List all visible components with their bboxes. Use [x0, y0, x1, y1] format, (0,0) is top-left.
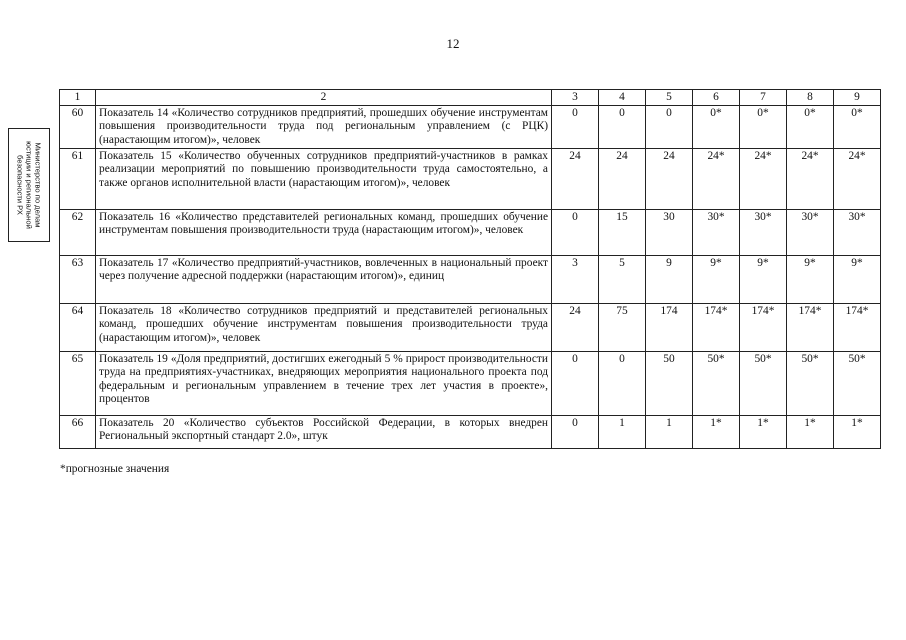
value-cell: 24* [740, 149, 787, 210]
value-cell: 24 [599, 149, 646, 210]
value-cell: 24* [693, 149, 740, 210]
table-row [60, 106, 881, 149]
value-cell: 24* [834, 149, 881, 210]
indicator-description: Показатель 14 «Количество сотрудников предприятий, прошедших обучение инструментам повышения производительности труда под региональным управлением (с РЦК) (нарастающим итогом)», человек [96, 106, 552, 149]
value-cell: 24 [646, 149, 693, 210]
value-cell: 9 [646, 256, 693, 304]
value-cell: 1* [740, 416, 787, 449]
value-cell: 9* [834, 256, 881, 304]
value-cell: 0* [740, 106, 787, 149]
value-cell: 5 [599, 256, 646, 304]
value-cell: 15 [599, 210, 646, 256]
table-row [60, 210, 881, 256]
value-cell: 0 [552, 416, 599, 449]
value-cell: 3 [552, 256, 599, 304]
row-number: 64 [60, 304, 96, 352]
table-row [60, 352, 881, 416]
column-header: 3 [552, 90, 599, 106]
row-number: 60 [60, 106, 96, 149]
value-cell: 0 [552, 352, 599, 416]
row-number: 63 [60, 256, 96, 304]
value-cell: 174* [834, 304, 881, 352]
table-header-row [60, 90, 881, 106]
column-header: 1 [60, 90, 96, 106]
value-cell: 1* [693, 416, 740, 449]
value-cell: 0 [552, 106, 599, 149]
value-cell: 174* [693, 304, 740, 352]
indicator-description: Показатель 15 «Количество обученных сотрудников предприятий-участников в рамках реализации мероприятий по повышению производительности труда самостоятельно, а также органов исполнительной власти (нарастающим итогом)», человек [96, 149, 552, 210]
column-header: 2 [96, 90, 552, 106]
value-cell: 30* [787, 210, 834, 256]
value-cell: 0* [693, 106, 740, 149]
indicator-description: Показатель 17 «Количество предприятий-участников, вовлеченных в национальный проект через получение адресной поддержки (нарастающим итогом)», единиц [96, 256, 552, 304]
value-cell: 24 [552, 304, 599, 352]
column-header: 6 [693, 90, 740, 106]
value-cell: 0 [646, 106, 693, 149]
value-cell: 50 [646, 352, 693, 416]
footnote: *прогнозные значения [60, 463, 170, 475]
column-header: 5 [646, 90, 693, 106]
indicator-description: Показатель 20 «Количество субъектов Российской Федерации, в которых внедрен Региональный экспортный стандарт 2.0», штук [96, 416, 552, 449]
value-cell: 75 [599, 304, 646, 352]
value-cell: 30* [834, 210, 881, 256]
value-cell: 1 [646, 416, 693, 449]
value-cell: 0 [552, 210, 599, 256]
page-number: 12 [446, 36, 460, 51]
value-cell: 1* [834, 416, 881, 449]
value-cell: 174* [740, 304, 787, 352]
value-cell: 9* [740, 256, 787, 304]
indicator-description: Показатель 19 «Доля предприятий, достигших ежегодный 5 % прирост производительности труда на предприятиях-участниках, внедряющих мероприятия национального проекта под федеральным и региональным управлением в течение трех лет участия в проекте», процентов [96, 352, 552, 416]
value-cell: 0 [599, 352, 646, 416]
value-cell: 24 [552, 149, 599, 210]
column-header: 8 [787, 90, 834, 106]
value-cell: 50* [693, 352, 740, 416]
indicator-description: Показатель 18 «Количество сотрудников предприятий и представителей региональных команд, прошедших обучение инструментам повышения производительности труда (нарастающим итогом)», человек [96, 304, 552, 352]
value-cell: 174 [646, 304, 693, 352]
column-header: 4 [599, 90, 646, 106]
row-number: 62 [60, 210, 96, 256]
column-header: 7 [740, 90, 787, 106]
value-cell: 174* [787, 304, 834, 352]
value-cell: 0* [787, 106, 834, 149]
indicator-description: Показатель 16 «Количество представителей региональных команд, прошедших обучение инструментам повышения производительности труда (нарастающим итогом)», человек [96, 210, 552, 256]
value-cell: 50* [787, 352, 834, 416]
table-row [60, 149, 881, 210]
value-cell: 9* [693, 256, 740, 304]
stamp-text: Министерство по делам юстиции и региональной безопасности РХ [15, 141, 43, 229]
value-cell: 30 [646, 210, 693, 256]
registration-stamp [8, 128, 50, 242]
table-row [60, 304, 881, 352]
column-header: 9 [834, 90, 881, 106]
value-cell: 0* [834, 106, 881, 149]
table-row [60, 416, 881, 449]
row-number: 61 [60, 149, 96, 210]
value-cell: 50* [834, 352, 881, 416]
row-number: 66 [60, 416, 96, 449]
value-cell: 1* [787, 416, 834, 449]
value-cell: 30* [740, 210, 787, 256]
value-cell: 24* [787, 149, 834, 210]
value-cell: 30* [693, 210, 740, 256]
value-cell: 9* [787, 256, 834, 304]
value-cell: 50* [740, 352, 787, 416]
value-cell: 1 [599, 416, 646, 449]
indicators-table [59, 89, 881, 449]
value-cell: 0 [599, 106, 646, 149]
row-number: 65 [60, 352, 96, 416]
table-row [60, 256, 881, 304]
